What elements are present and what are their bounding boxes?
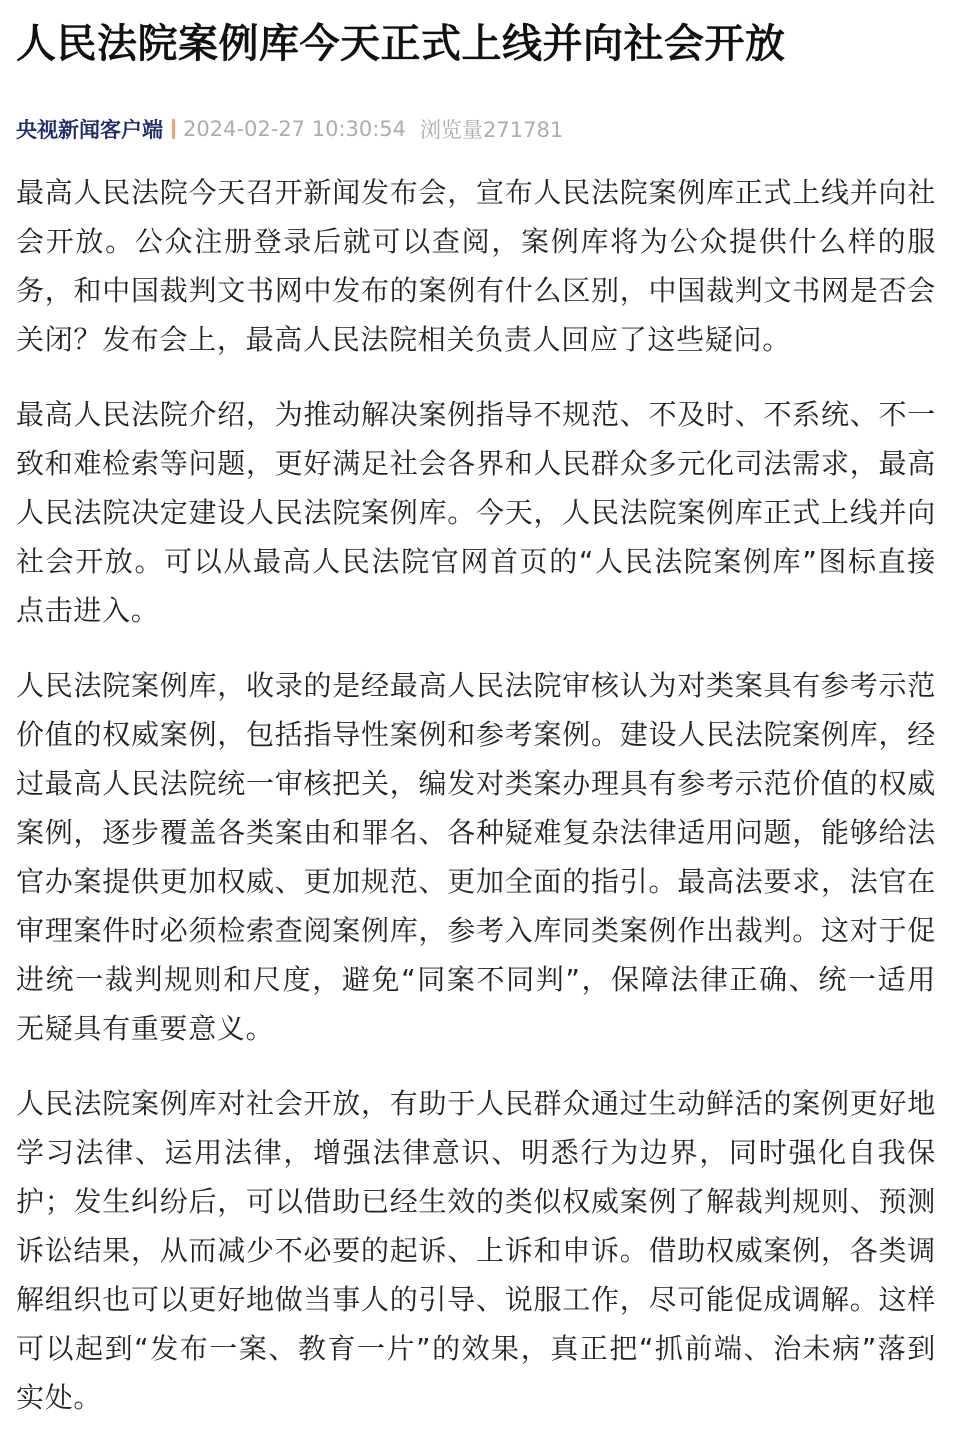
paragraph: 人民法院案例库对社会开放，有助于人民群众通过生动鲜活的案例更好地学习法律、运用法律，增强法律意识、明悉行为边界，同时强化自我保护；发生纠纷后，可以借助已经生效的类似权威案例了解裁判规则、预测诉讼结果，从而减少不必要的起诉、上诉和申诉。借助权威案例，各类调解组织也可以更好地做当事人的引导、说服工作，尽可能促成调解。这样可以起到“发布一案、教育一片”的效果，真正把“抓前端、治未病”落到实处。	[16, 1087, 936, 1414]
article-meta	[16, 114, 936, 144]
divider	[172, 119, 175, 139]
paragraph: 最高人民法院介绍，为推动解决案例指导不规范、不及时、不系统、不一致和难检索等问题，更好满足社会各界和人民群众多元化司法需求，最高人民法院决定建设人民法院案例库。今天，人民法院案例库正式上线并向社会开放。可以从最高人民法院官网首页的“人民法院案例库”图标直接点击进入。	[16, 398, 936, 627]
view-count: 浏览量271781	[420, 118, 564, 142]
source-link[interactable]: 央视新闻客户端	[16, 118, 163, 142]
paragraph: 最高人民法院今天召开新闻发布会，宣布人民法院案例库正式上线并向社会开放。公众注册登录后就可以查阅，案例库将为公众提供什么样的服务，和中国裁判文书网中发布的案例有什么区别，中国裁判文书网是否会关闭？发布会上，最高人民法院相关负责人回应了这些疑问。	[16, 176, 936, 356]
paragraph: 人民法院案例库，收录的是经最高人民法院审核认为对类案具有参考示范价值的权威案例，包括指导性案例和参考案例。建设人民法院案例库，经过最高人民法院统一审核把关，编发对类案办理具有参考示范价值的权威案例，逐步覆盖各类案由和罪名、各种疑难复杂法律适用问题，能够给法官办案提供更加权威、更加规范、更加全面的指引。最高法要求，法官在审理案件时必须检索查阅案例库，参考入库同类案例作出裁判。这对于促进统一裁判规则和尺度，避免“同案不同判”，保障法律正确、统一适用无疑具有重要意义。	[16, 669, 936, 1045]
publish-time: 2024-02-27 10:30:54	[183, 117, 407, 141]
article-title: 人民法院案例库今天正式上线并向社会开放	[16, 21, 786, 67]
article-body	[16, 168, 936, 1422]
